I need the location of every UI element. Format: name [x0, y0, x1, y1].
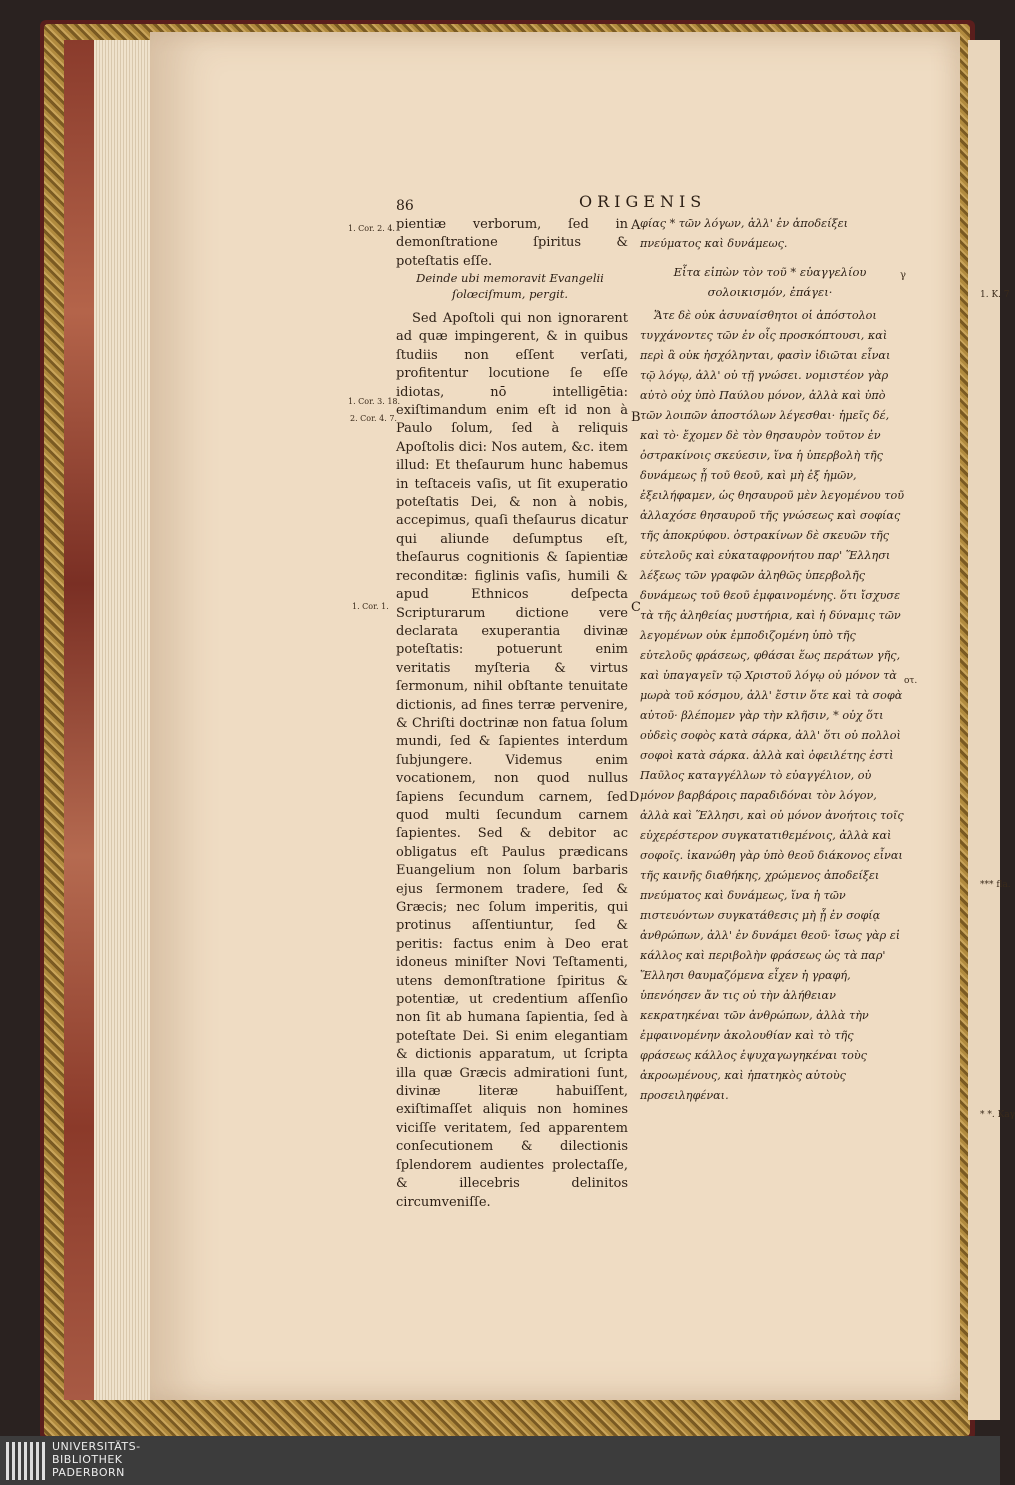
logo-line-2: BIBLIOTHEK: [52, 1453, 123, 1466]
greek-heading: Εἶτα εἰπὼν τὸν τοῦ * εὐαγγελίου σολοικισμόν, ἐπάγει·: [673, 265, 867, 299]
margin-reference-2: 1. Cor. 3. 18.: [348, 397, 401, 406]
greek-side-mark-ot: οτ.: [904, 676, 918, 686]
facing-margin-note-3: * *. Kaγ: [980, 1110, 1015, 1120]
margin-reference-3: 2. Cor. 4. 7.: [350, 414, 397, 423]
latin-column: [396, 310, 628, 1212]
section-letter-a: A: [631, 218, 641, 233]
latin-heading: Deinde ubi memoravit Evangelii ſolœciſmum, pergit.: [416, 271, 604, 301]
latin-opening: [396, 216, 628, 271]
section-letter-d: D: [629, 790, 640, 805]
facing-margin-note-2: *** fla.: [980, 880, 1011, 890]
greek-body-text: Ἅτε δὲ οὐκ ἀσυναίσθητοι οἱ ἀπόστολοι τυγχάνοντες τῶν ἐν οἷς προσκόπτουσι, καὶ περὶ ἃ οὐκ ἠσχόληνται, φασὶν ἰδιῶται εἶναι τῷ λόγῳ, ἀλλ' οὐ τῇ γνώσει. νομιστέον γὰρ αὐτὸ οὐχ ὑπὸ Παύλου μόνον, ἀλλὰ καὶ ὑπὸ τῶν λοιπῶν ἀποστόλων λέγεσθαι· ἡμεῖς δέ, καὶ τὸ· ἔχομεν δὲ τὸν θησαυρὸν τοῦτον ἐν ὀστρακίνοις σκεύεσιν, ἵνα ἡ ὑπερβολὴ τῆς δυνάμεως ᾖ τοῦ θεοῦ, καὶ μὴ ἐξ ἡμῶν, ἐξειλήφαμεν, ὡς θησαυροῦ μὲν λεγομένου τοῦ ἀλλαχόσε θησαυροῦ τῆς γνώσεως καὶ σοφίας τῆς ἀποκρύφου. ὀστρακίνων δὲ σκευῶν τῆς εὐτελοῦς καὶ εὐκαταφρονήτου παρ' Ἕλλησι λέξεως τῶν γραφῶν ἀληθῶς ὑπερβολῆς δυνάμεως τοῦ θεοῦ ἐμφαινομένης. ὅτι ἴσχυσε τὰ τῆς ἀληθείας μυστήρια, καὶ ἡ δύναμις τῶν λεγομένων οὐκ ἐμποδιζομένη ὑπὸ τῆς εὐτελοῦς φράσεως, φθάσαι ἕως περάτων γῆς, καὶ ὑπαγαγεῖν τῷ Χριστοῦ λόγῳ οὐ μόνον τὰ μωρὰ τοῦ κόσμου, ἀλλ' ἔστιν ὅτε καὶ τὰ σοφὰ αὐτοῦ· βλέπομεν γὰρ τὴν κλῆσιν, * οὐχ ὅτι οὐδεὶς σοφὸς κατὰ σάρκα, ἀλλ' ὅτι οὐ πολλοὶ σοφοὶ κατὰ σάρκα. ἀλλὰ καὶ ὀφειλέτης ἐστὶ Παῦλος καταγγέλλων τὸ εὐαγγέλιον, οὐ μόνον βαρβάροις παραδιδόναι τὸν λόγον, ἀλλὰ καὶ Ἕλλησι, καὶ οὐ μόνον ἀνοήτοις τοῖς εὐχερέστερον συγκατατιθεμένοις, ἀλλὰ καὶ σοφοῖς. ἱκανώθη γὰρ ὑπὸ θεοῦ διάκονος εἶναι τῆς καινῆς διαθήκης, χρώμενος ἀποδείξει πνεύματος καὶ δυνάμεως, ἵνα ἡ τῶν πιστευόντων συγκατάθεσις μὴ ᾖ ἐν σοφίᾳ ἀνθρώπων, ἀλλ' ἐν δυνάμει θεοῦ· ἴσως γὰρ εἰ κάλλος καὶ περιβολὴν φράσεως ὡς τὰ παρ' Ἕλλησι θαυμαζόμενα εἶχεν ἡ γραφή, ὑπενόησεν ἄν τις οὐ τὴν ἀλήθειαν κεκρατηκέναι τῶν ἀνθρώπων, ἀλλὰ τὴν ἐμφαινομένην ἀκολουθίαν καὶ τὸ τῆς φράσεως κάλλος ἐψυχαγωγηκέναι τοὺς ἀκροωμένους, καὶ ἠπατηκὸς αὐτοὺς προσειληφέναι.: [640, 309, 905, 1102]
facing-page-edge: [968, 40, 1015, 1420]
latin-opening-text: pientiæ verborum, ſed in demonſtratione ſpiritus & poteſtatis eſſe.: [396, 217, 628, 269]
logo-line-1: UNIVERSITÄTS-: [52, 1440, 141, 1453]
greek-column: [640, 306, 906, 1106]
greek-opening-text: φίας * τῶν λόγων, ἀλλ' ἐν ἀποδείξει πνεύματος καὶ δυνάμεως.: [640, 217, 849, 250]
page-title: ORIGENIS: [579, 192, 707, 211]
library-logo-text: [52, 1440, 141, 1479]
latin-body-text: Sed Apoſtoli qui non ignorarent ad quæ impingerent, & in quibus ſtudiis non eſſent verſati, profitentur locutione ſe eſſe idiotas, nō intelligētia: exiſtimandum enim eſt id non à Paulo ſolum, ſed à reliquis Apoſtolis dici: Nos autem, &c. item illud: Et theſaurum hunc habemus in teſtaceis vaſis, ut ſit exuperatio poteſtatis Dei, & non à nobis, accepimus, quaſi theſaurus dicatur qui aliunde deſumptus eſt, theſaurus cognitionis & ſapientiæ reconditæ: figlinis vaſis, humili & apud Ethnicos deſpecta Scripturarum dictione vere declarata exuperantia divinæ poteſtatis: potuerunt enim veritatis myſteria & virtus ſermonum, nihil obſtante tenuitate dictionis, ad fines terræ pervenire, & Chriſti doctrinæ non fatua ſolum mundi, ſed & ſapientes interdum ſubjungere. Videmus enim vocationem, non quod nullus ſapiens ſecundum carnem, ſed quod multi ſecundum carnem ſapientes. Sed & debitor ac obligatus eſt Paulus prædicans Euangelium non ſolum barbaris ejus ſermonem tradere, ſed & Græcis; nec ſolum imperitis, qui protinus aſſentiuntur, ſed & peritis: factus enim à Deo erat idoneus miniſter Novi Teſtamenti, utens demonſtratione ſpiritus & potentiæ, ut credentium aſſenſio non ſit ab humana ſapientia, ſed à poteſtate Dei. Si enim elegantiam & dictionis apparatum, ut ſcripta illa quæ Græcis admirationi ſunt, divinæ literæ habuiſſent, exiſtimaſſet aliquis non homines viciſſe veritatem, ſed apparentem conſecutionem & dilectionis ſplendorem audientes prolectaſſe, & illecebris delinitos circumveniſſe.: [396, 311, 628, 1210]
section-letter-c: C: [631, 600, 641, 615]
section-letter-b: B: [631, 410, 641, 425]
library-logo-icon: [6, 1442, 46, 1480]
logo-line-3: PADERBORN: [52, 1466, 125, 1479]
facing-margin-note-1: 1. K. 7: [980, 290, 1010, 300]
page-edges: [94, 40, 152, 1400]
margin-reference-1: 1. Cor. 2. 4.: [348, 224, 395, 233]
page-number: 86: [396, 198, 414, 214]
margin-reference-4: 1. Cor. 1.: [352, 602, 389, 611]
greek-side-mark-y: γ: [900, 270, 906, 281]
marbled-endpaper: [64, 40, 96, 1400]
library-footer: [0, 1436, 1000, 1485]
greek-opening: [640, 214, 906, 254]
